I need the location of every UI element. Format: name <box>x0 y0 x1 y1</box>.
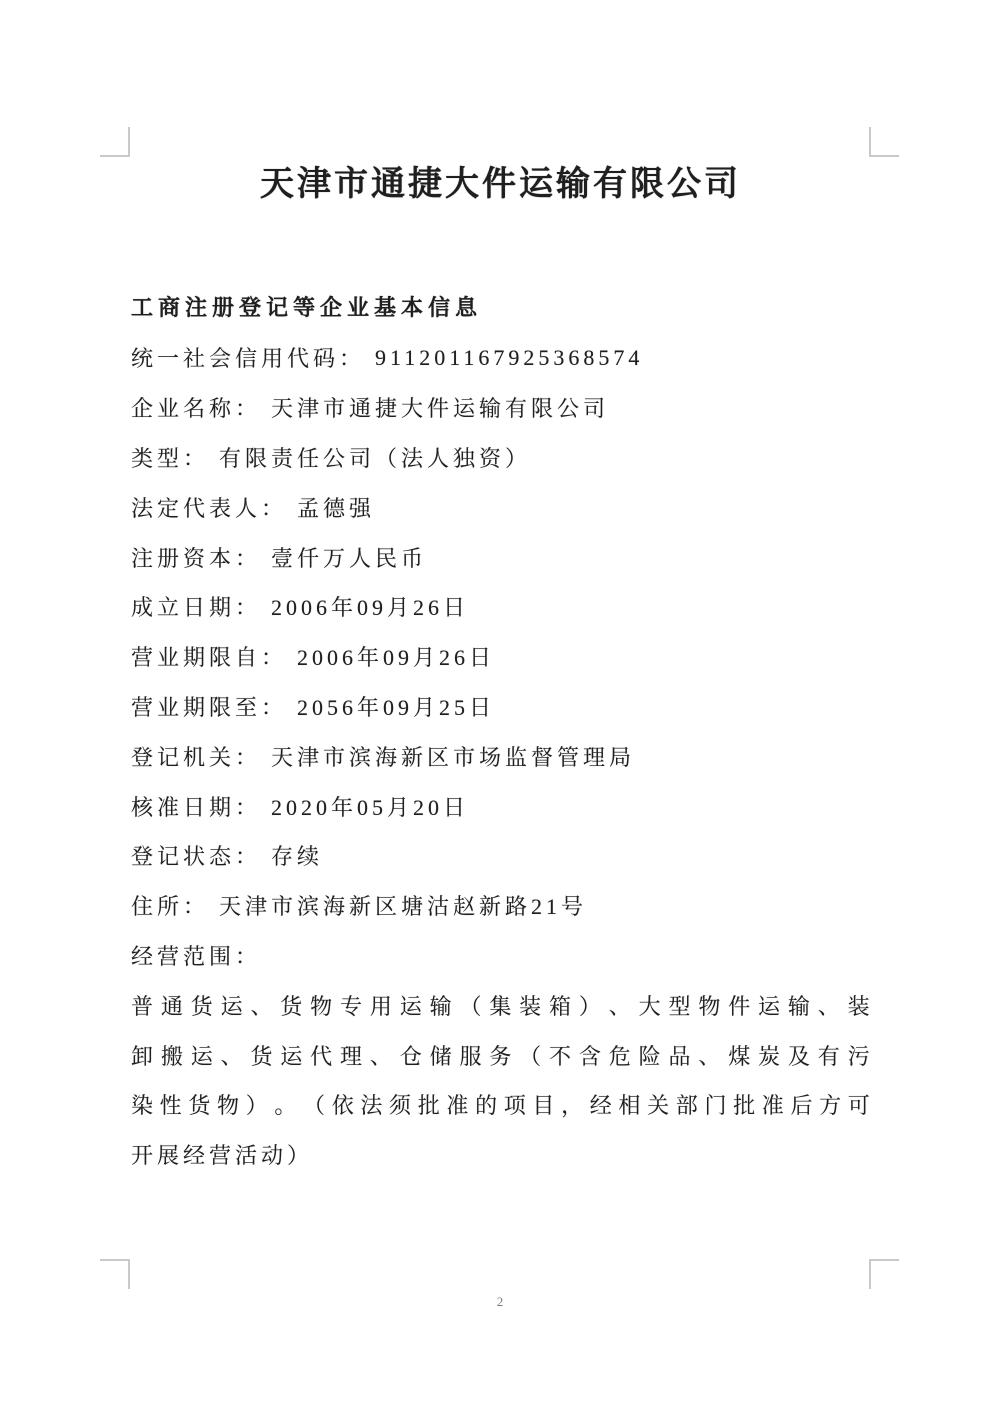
field-value: 天津市通捷大件运输有限公司 <box>271 396 610 422</box>
field-row-registration-authority <box>131 731 870 781</box>
field-label: 法定代表人： <box>131 495 288 521</box>
margin-crop-mark-top-right <box>869 127 899 157</box>
field-row-approval-date <box>131 781 870 831</box>
field-label: 营业期限自： <box>131 645 288 671</box>
field-label: 住所： <box>131 894 210 920</box>
field-row-registered-capital <box>131 532 870 582</box>
field-label: 注册资本： <box>131 545 262 571</box>
field-label: 成立日期： <box>131 595 262 621</box>
field-row-company-name <box>131 383 870 433</box>
field-label: 营业期限至： <box>131 694 288 720</box>
field-value: 有限责任公司（法人独资） <box>219 445 532 471</box>
field-value: 2020年05月20日 <box>271 794 470 820</box>
field-value: 孟德强 <box>297 495 376 521</box>
field-row-address <box>131 881 870 931</box>
margin-crop-mark-bottom-right <box>869 1259 899 1289</box>
field-label: 统一社会信用代码： <box>131 346 366 372</box>
field-label: 登记机关： <box>131 744 262 770</box>
field-value: 911201167925368574 <box>375 344 644 370</box>
business-scope-line-1: 普 通 货 运 、 货 物 专 用 运 输 （ 集 装 箱 ） 、 大 型 物 件 运 输 、 装 <box>131 993 870 1019</box>
field-label: 企业名称： <box>131 396 262 422</box>
field-value: 存续 <box>271 844 324 870</box>
field-row-registration-status <box>131 831 870 881</box>
field-value: 2006年09月26日 <box>271 595 470 621</box>
field-row-credit-code <box>131 333 870 383</box>
business-scope-line-4: 开展经营活动） <box>131 1143 314 1169</box>
business-scope-line-2: 卸 搬 运 、 货 运 代 理 、 仓 储 服 务 （ 不 含 危 险 品 、 煤 炭 及 有 污 <box>131 1043 870 1069</box>
field-row-term-start <box>131 632 870 682</box>
field-label: 类型： <box>131 445 210 471</box>
field-row-business-scope-label <box>131 931 870 981</box>
field-label: 核准日期： <box>131 794 262 820</box>
business-scope-line-3: 染 性 货 物 ） 。 （ 依 法 须 批 准 的 项 目 ， 经 相 关 部 门 批 准 后 方 可 <box>131 1093 870 1119</box>
document-title: 天津市通捷大件运输有限公司 <box>260 166 741 203</box>
margin-crop-mark-top-left <box>100 127 130 157</box>
field-row-term-end <box>131 682 870 732</box>
field-value: 2056年09月25日 <box>297 694 496 720</box>
field-label: 登记状态： <box>131 844 262 870</box>
field-value: 2006年09月26日 <box>297 645 496 671</box>
document-body <box>131 157 870 1180</box>
page-number: 2 <box>496 1294 505 1309</box>
field-value: 壹仟万人民币 <box>271 545 428 571</box>
field-value: 天津市滨海新区塘沽赵新路21号 <box>219 894 588 920</box>
field-row-company-type <box>131 433 870 483</box>
field-row-establish-date <box>131 582 870 632</box>
field-value: 天津市滨海新区市场监督管理局 <box>271 744 636 770</box>
section-heading: 工商注册登记等企业基本信息 <box>131 295 483 320</box>
field-row-legal-representative <box>131 482 870 532</box>
field-label: 经营范围： <box>131 943 262 969</box>
margin-crop-mark-bottom-left <box>100 1259 130 1289</box>
